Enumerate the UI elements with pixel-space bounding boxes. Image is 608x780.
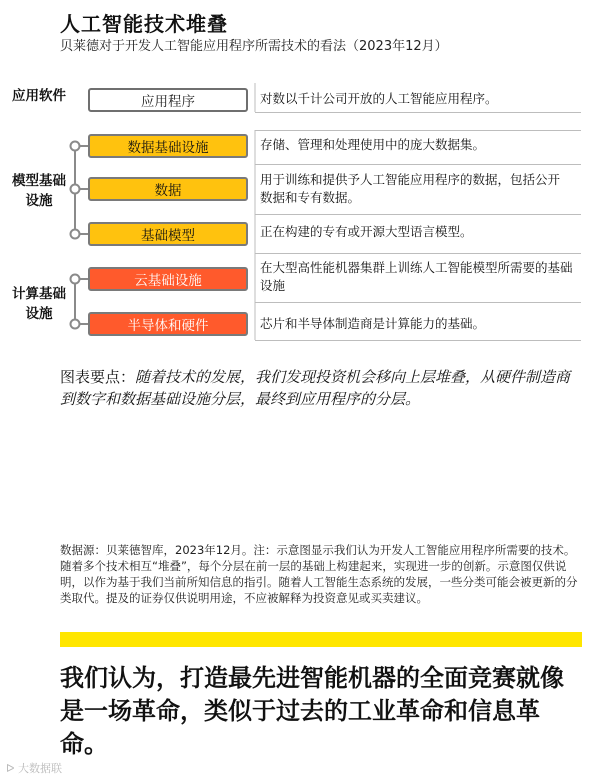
connector-node (71, 320, 80, 329)
layer-description-data: 用于训练和提供予人工智能应用程序的数据，包括公开数据和专有数据。 (260, 172, 561, 205)
layer-box-foundation-models: 基础模型 (88, 222, 248, 246)
takeaway-body: 随着技术的发展，我们发现投资机会移向上层堆叠，从硬件制造商到数字和数据基础设施分层，最终到应用程序的分层。 (60, 368, 571, 408)
divider (255, 340, 581, 341)
divider (255, 164, 581, 165)
layer-box-data: 数据 (88, 177, 248, 201)
conclusion-statement: 我们认为，打造最先进智能机器的全面竞赛就像是一场革命，类似于过去的工业革命和信息革命。 (60, 664, 564, 758)
watermark-text: 大数据联 (17, 762, 62, 775)
connector-node (71, 230, 80, 239)
connector-node (71, 185, 80, 194)
layer-box-semiconductors-hardware: 半导体和硬件 (88, 312, 248, 336)
layer-description-applications: 对数以千计公司开放的人工智能应用程序。 (260, 91, 498, 106)
divider (255, 253, 581, 254)
group-label-model-infrastructure: 模型基础设施 (12, 173, 66, 209)
layer-description-foundation-models: 正在构建的专有或开源大型语言模型。 (260, 224, 473, 239)
watermark-logo-icon: ᐅ (6, 762, 15, 775)
layer-box-data-infrastructure: 数据基础设施 (88, 134, 248, 158)
divider (255, 214, 581, 215)
chart-takeaway (60, 366, 580, 410)
source-note: 数据源：贝莱德智库，2023年12月。注：示意图显示我们认为开发人工智能应用程序所需要的技术。随着多个技术相互“堆叠”，每个分层在前一层的基础上构建起来，实现进一步的创新。示意图仅供说明，以作为基于我们当前所知信息的指引。随着人工智能生态系统的发展，一些分类可能会被更新的分类取代。提及的证券仅供说明用途，不应被解释为投资意见或买卖建议。 (60, 543, 578, 605)
layer-description-data-infrastructure: 存储、管理和处理使用中的庞大数据集。 (260, 137, 486, 152)
layer-box-applications: 应用程序 (88, 88, 248, 112)
divider (255, 112, 581, 113)
layer-box-cloud-infrastructure: 云基础设施 (88, 267, 248, 291)
page-subtitle: 贝莱德对于开发人工智能应用程序所需技术的看法（2023年12月） (60, 39, 448, 54)
divider (255, 302, 581, 303)
page-title: 人工智能技术堆叠 (60, 12, 228, 36)
layer-description-cloud-infrastructure: 在大型高性能机器集群上训练人工智能模型所需要的基础设施 (260, 260, 573, 293)
group-label-application: 应用软件 (12, 88, 66, 104)
accent-bar (60, 632, 582, 647)
connector-node (71, 275, 80, 284)
layer-description-semiconductors-hardware: 芯片和半导体制造商是计算能力的基础。 (260, 316, 486, 331)
watermark (6, 760, 62, 776)
takeaway-lead: 图表要点： (60, 368, 136, 386)
group-label-compute-infrastructure: 计算基础设施 (12, 286, 66, 322)
divider (255, 130, 581, 131)
connector-node (71, 142, 80, 151)
